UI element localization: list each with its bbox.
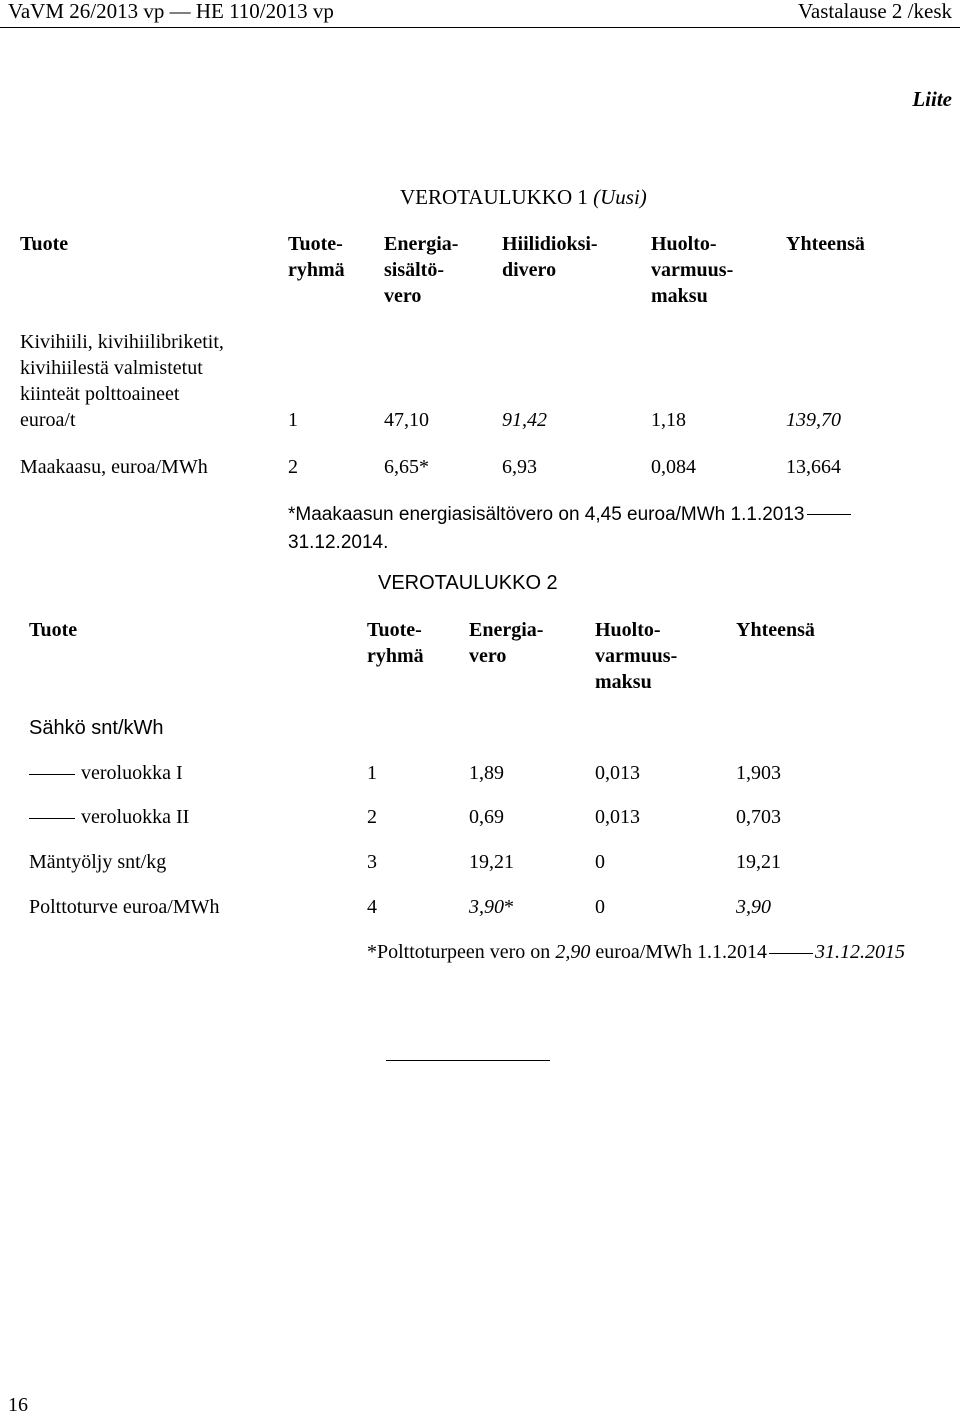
t1-footnote-line2: 31.12.2014. bbox=[288, 532, 389, 553]
t2-row3-product: Mäntyöljy snt/kg bbox=[29, 851, 167, 873]
t1-row1-energia: 47,10 bbox=[384, 409, 429, 431]
t2-row4-ryhma: 4 bbox=[367, 896, 377, 918]
t2-section-label: Sähkö snt/kWh bbox=[29, 717, 164, 739]
t2-row1-energia: 1,89 bbox=[469, 762, 504, 784]
t2-header-energia: Energia- vero bbox=[469, 619, 544, 667]
t2-header-tuoteryhma: Tuote- ryhmä bbox=[367, 619, 424, 667]
t1-header-hiilidioksidi: Hiilidioksi- divero bbox=[502, 233, 598, 281]
t1-row2-energia: 6,65* bbox=[384, 456, 429, 478]
table1-title-main: VEROTAULUKKO 1 bbox=[400, 185, 588, 209]
t1-row1-product: Kivihiili, kivihiilibriketit, kivihiilestä valmistetut kiinteät polttoaineet euroa/t bbox=[20, 331, 224, 431]
t2-row4-huolto: 0 bbox=[595, 896, 605, 918]
t2-row3-energia: 19,21 bbox=[469, 851, 514, 873]
t1-row1-huolto: 1,18 bbox=[651, 409, 686, 431]
t2-footnote: *Polttoturpeen vero on 2,90 euroa/MWh 1.1.2014 31.12.2015 bbox=[367, 941, 905, 963]
t2-row1-product: veroluokka I bbox=[29, 760, 183, 786]
t2-row2-huolto: 0,013 bbox=[595, 806, 640, 828]
t1-row1-yhteensa: 139,70 bbox=[786, 409, 841, 431]
t2-row3-yhteensa: 19,21 bbox=[736, 851, 781, 873]
table2-title: VEROTAULUKKO 2 bbox=[378, 572, 558, 594]
header-rule bbox=[0, 27, 960, 28]
dash bbox=[29, 774, 75, 775]
t2-row4-product: Polttoturve euroa/MWh bbox=[29, 896, 220, 918]
t2-row2-product: veroluokka II bbox=[29, 804, 189, 830]
t1-row2-huolto: 0,084 bbox=[651, 456, 696, 478]
appendix-label: Liite bbox=[912, 87, 952, 111]
end-rule bbox=[386, 1060, 550, 1061]
t2-header-huolto: Huolto- varmuus- maksu bbox=[595, 619, 678, 693]
t1-row1-hiilidioksidi: 91,42 bbox=[502, 409, 547, 431]
t2-row4-energia: 3,90* bbox=[469, 896, 514, 918]
dash bbox=[29, 818, 75, 819]
footnote-dash bbox=[769, 953, 813, 954]
t2-header-yhteensa: Yhteensä bbox=[736, 619, 815, 641]
t2-row1-ryhma: 1 bbox=[367, 762, 377, 784]
t1-row2-ryhma: 2 bbox=[288, 456, 298, 478]
t1-header-yhteensa: Yhteensä bbox=[786, 233, 865, 255]
page-number: 16 bbox=[8, 1394, 28, 1416]
t2-row2-energia: 0,69 bbox=[469, 806, 504, 828]
header-right: Vastalause 2 /kesk bbox=[798, 0, 952, 23]
footnote-dash bbox=[807, 514, 851, 515]
t1-header-tuote: Tuote bbox=[20, 233, 69, 255]
t1-row2-yhteensa: 13,664 bbox=[786, 456, 841, 478]
t2-row1-yhteensa: 1,903 bbox=[736, 762, 781, 784]
t2-row4-yhteensa: 3,90 bbox=[736, 896, 771, 918]
table1-title bbox=[400, 185, 647, 209]
t1-footnote: *Maakaasun energiasisältövero on 4,45 euroa/MWh 1.1.2013 bbox=[288, 502, 853, 528]
t1-header-energia: Energia- sisältö- vero bbox=[384, 233, 459, 307]
t2-row3-ryhma: 3 bbox=[367, 851, 377, 873]
t2-header-tuote: Tuote bbox=[29, 619, 78, 641]
t2-row1-huolto: 0,013 bbox=[595, 762, 640, 784]
t1-header-tuoteryhma: Tuote- ryhmä bbox=[288, 233, 345, 281]
header-left: VaVM 26/2013 vp — HE 110/2013 vp bbox=[8, 0, 334, 23]
t1-header-huolto: Huolto- varmuus- maksu bbox=[651, 233, 734, 307]
t2-row3-huolto: 0 bbox=[595, 851, 605, 873]
t2-row2-ryhma: 2 bbox=[367, 806, 377, 828]
table1-title-note: (Uusi) bbox=[593, 185, 647, 209]
t1-row1-ryhma: 1 bbox=[288, 409, 298, 431]
t1-row2-hiilidioksidi: 6,93 bbox=[502, 456, 537, 478]
t1-row2-product: Maakaasu, euroa/MWh bbox=[20, 456, 208, 478]
t2-row2-yhteensa: 0,703 bbox=[736, 806, 781, 828]
